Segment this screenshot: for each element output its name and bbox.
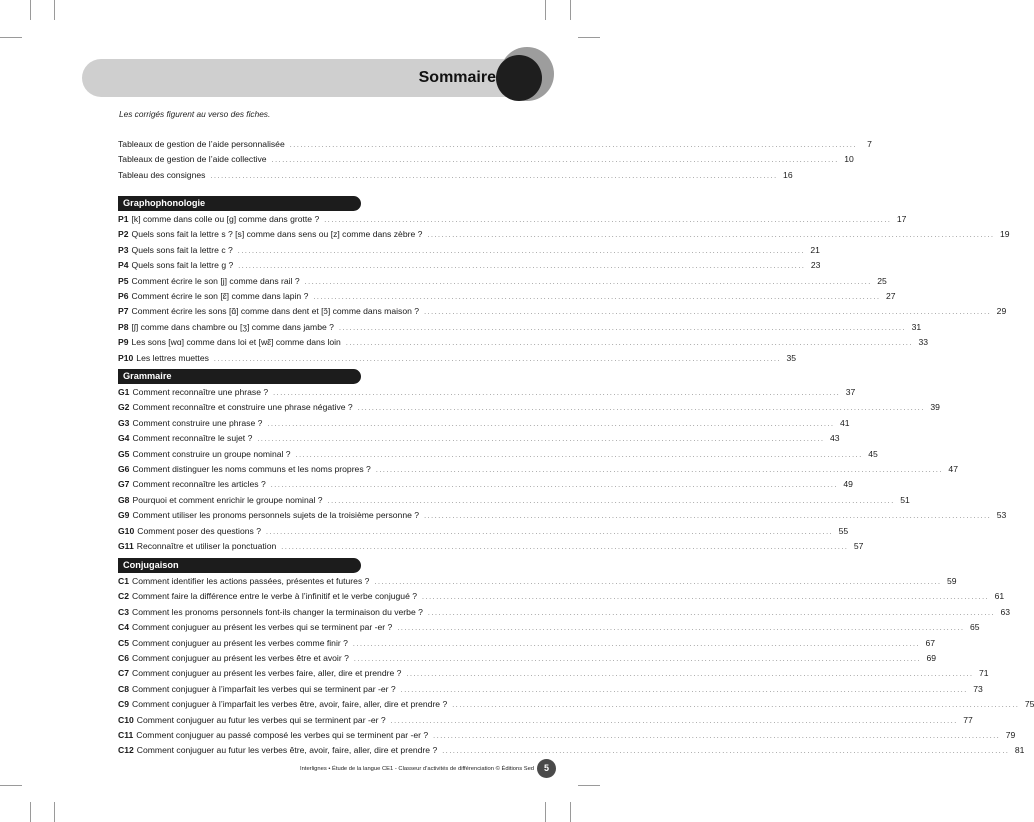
toc-entry — [118, 494, 910, 510]
crop-mark — [570, 0, 571, 20]
dot-leader: ................................................................................................................................................................ — [406, 671, 974, 679]
toc-entry — [118, 637, 936, 653]
crop-mark — [545, 0, 546, 20]
toc-entry-code: P9 — [118, 337, 129, 348]
crop-mark — [578, 37, 600, 38]
toc-entry-page: 75 — [1024, 699, 1034, 710]
toc-entry-code: G11 — [118, 540, 134, 551]
dot-leader: ................................................................................................................................................................ — [345, 340, 914, 348]
toc-entry-page: 63 — [1000, 606, 1011, 617]
toc-entry — [118, 214, 907, 229]
dot-leader: ................................................................................................................................................................ — [424, 309, 992, 317]
dot-leader: ................................................................................................................................................................ — [281, 543, 849, 551]
toc-entry-page: 73 — [973, 683, 983, 694]
toc-entry-page: 23 — [810, 260, 821, 271]
toc-entry-code: P3 — [118, 244, 129, 255]
toc-entry-page: 57 — [853, 540, 864, 551]
toc-entry-title: Tableaux de gestion de l’aide collective — [118, 154, 267, 165]
toc-entry-code: P2 — [118, 229, 129, 240]
toc-entry-title: Reconnaître et utiliser la ponctuation — [136, 540, 277, 551]
toc-entry-code: P6 — [118, 290, 129, 301]
toc-entry-code: C8 — [118, 683, 129, 694]
toc-entry-page: 27 — [885, 290, 896, 301]
toc-entry-page: 33 — [918, 337, 929, 348]
dot-leader: ................................................................................................................................................................ — [442, 748, 1010, 756]
toc-entry-title: Comment écrire les sons [ɑ̃] comme dans dent et [ɔ̃] comme dans maison ? — [131, 306, 420, 317]
toc-entry-title: Comment identifier les actions passées, présentes et futures ? — [132, 576, 370, 586]
toc-entry — [118, 290, 896, 306]
toc-entry — [118, 591, 1005, 606]
toc-entry-code: G4 — [118, 433, 130, 444]
toc-entry-code: G8 — [118, 494, 130, 505]
toc-entry-title: Pourquoi et comment enrichir le groupe nominal ? — [132, 494, 323, 505]
toc-entry — [118, 244, 820, 260]
toc-entry — [118, 169, 793, 185]
dot-leader: ................................................................................................................................................................ — [390, 717, 958, 725]
toc-entry-page: 81 — [1014, 745, 1025, 756]
dot-leader: ................................................................................................................................................................ — [270, 482, 838, 490]
toc-entry-code: G10 — [118, 525, 135, 536]
toc-entry-code: C11 — [118, 729, 134, 740]
dot-leader: ................................................................................................................................................................ — [327, 497, 895, 505]
toc-entry-title: Comment conjuguer au présent les verbes faire, aller, dire et prendre ? — [132, 668, 402, 679]
toc-entry — [118, 321, 922, 337]
toc-entry-page: 41 — [840, 417, 850, 428]
crop-mark — [570, 802, 571, 822]
dot-leader: ................................................................................................................................................................ — [295, 451, 863, 459]
toc-entry-page: 37 — [845, 387, 856, 397]
toc-entry — [118, 699, 1034, 714]
toc-entry-page: 65 — [969, 622, 980, 633]
toc-entry — [118, 433, 840, 448]
toc-entry-page: 67 — [925, 637, 936, 648]
dot-leader: ................................................................................................................................................................ — [273, 390, 841, 397]
toc-entry-code: G3 — [118, 417, 130, 428]
toc-entry-code: C3 — [118, 606, 129, 617]
toc-entry-code: G6 — [118, 463, 130, 474]
toc-entry — [118, 139, 872, 154]
toc-entry-page: 61 — [994, 591, 1005, 602]
toc-entry-title: Comment écrire le son [ɛ̃] comme dans lapin ? — [131, 290, 309, 301]
dot-leader: ................................................................................................................................................................ — [213, 355, 782, 363]
toc-entry-title: Comment conjuguer à l’imparfait les verbes être, avoir, faire, aller, dire et prendre ? — [132, 699, 448, 710]
toc-entry-code: G1 — [118, 387, 130, 397]
toc-entry-page: 17 — [896, 214, 907, 224]
crop-mark — [30, 0, 31, 20]
toc-entry-title: Comment conjuguer au futur les verbes qui se terminent par -er ? — [136, 714, 386, 725]
page-number: 5 — [537, 759, 556, 778]
crop-mark — [54, 0, 55, 20]
section-banner: Grammaire — [118, 369, 361, 384]
intro-list — [118, 139, 872, 185]
toc-entry-page: 16 — [783, 169, 793, 180]
toc-entry — [118, 606, 1011, 622]
dot-leader: ................................................................................................................................................................ — [427, 609, 996, 617]
toc-entry-page: 21 — [810, 244, 820, 255]
toc-entry-page: 49 — [843, 479, 853, 490]
dot-leader: ................................................................................................................................................................ — [452, 702, 1020, 710]
toc-entry-title: Comment construire une phrase ? — [132, 417, 263, 428]
toc-entry — [118, 510, 1007, 525]
dot-leader: ................................................................................................................................................................ — [375, 466, 943, 474]
dot-leader: ................................................................................................................................................................ — [400, 686, 968, 694]
toc-entry-page: 7 — [867, 139, 872, 149]
toc-entry-page: 51 — [900, 494, 910, 505]
toc-entry-page: 77 — [963, 714, 973, 725]
crop-mark — [30, 802, 31, 822]
dot-leader: ................................................................................................................................................................ — [338, 324, 907, 332]
toc-entry-title: Comment utiliser les pronoms personnels sujets de la troisième personne ? — [132, 510, 420, 521]
toc-entry — [118, 229, 1010, 244]
toc-entry — [118, 540, 864, 556]
toc-entry-code: G2 — [118, 402, 130, 413]
toc-entry — [118, 729, 1016, 745]
toc-entry — [118, 652, 937, 668]
toc-entry-page: 47 — [948, 463, 958, 474]
toc-entry — [118, 683, 983, 699]
toc-entry — [118, 260, 821, 275]
toc-entry — [118, 479, 853, 494]
toc-entry-code: C2 — [118, 591, 129, 602]
page-title: Sommaire — [418, 69, 496, 86]
dot-leader: ................................................................................................................................................................ — [304, 278, 872, 286]
toc-entry-code: C9 — [118, 699, 129, 710]
section-grammaire — [118, 369, 1007, 556]
toc-entry-page: 43 — [829, 433, 840, 444]
toc-entry-code: C12 — [118, 745, 134, 756]
crop-mark — [0, 37, 22, 38]
toc-entry-page: 45 — [868, 448, 878, 459]
toc-entry-page: 55 — [838, 525, 849, 536]
dot-leader: ................................................................................................................................................................ — [397, 625, 965, 633]
toc-entry — [118, 154, 854, 169]
corrections-note: Les corrigés figurent au verso des fiches. — [119, 109, 271, 119]
toc-entry-title: Comment reconnaître et construire une phrase négative ? — [132, 402, 353, 413]
toc-entry-code: C1 — [118, 576, 129, 586]
dot-leader: ................................................................................................................................................................ — [427, 232, 995, 240]
dot-leader: ................................................................................................................................................................ — [324, 217, 892, 224]
toc-entry-page: 29 — [996, 306, 1007, 317]
toc-entry-title: Tableau des consignes — [118, 169, 206, 180]
dot-leader: ................................................................................................................................................................ — [433, 732, 1001, 740]
dot-leader: ................................................................................................................................................................ — [313, 293, 881, 301]
toc-entry-title: Comment distinguer les noms communs et les noms propres ? — [132, 463, 371, 474]
toc-entry — [118, 745, 1025, 760]
toc-entry-code: P4 — [118, 260, 129, 271]
toc-entry-code: P7 — [118, 306, 129, 317]
toc-entry-code: C5 — [118, 637, 129, 648]
toc-entry-page: 69 — [926, 652, 937, 663]
toc-entry-title: Comment les pronoms personnels font-ils changer la terminaison du verbe ? — [132, 606, 423, 617]
dot-leader: ................................................................................................................................................................ — [238, 263, 806, 271]
section-banner: Graphophonologie — [118, 196, 361, 211]
toc-entry-title: [ʃ] comme dans chambre ou [ʒ] comme dans jambe ? — [131, 321, 334, 332]
toc-entry-title: Les lettres muettes — [136, 352, 209, 363]
crop-mark — [54, 802, 55, 822]
dot-leader: ................................................................................................................................................................ — [422, 594, 990, 602]
toc-entry-title: Comment construire un groupe nominal ? — [132, 448, 291, 459]
toc-entry-title: Comment conjuguer au présent les verbes être et avoir ? — [132, 652, 349, 663]
toc-entry-title: [k] comme dans colle ou [g] comme dans grotte ? — [131, 214, 320, 224]
toc-entry-title: Quels sons fait la lettre s ? [s] comme dans sens ou [z] comme dans zèbre ? — [131, 229, 423, 240]
toc-entry-page: 39 — [930, 402, 940, 413]
toc-entry-title: Tableaux de gestion de l’aide personnalisée — [118, 139, 285, 149]
toc-entry-code: C6 — [118, 652, 129, 663]
toc-entry-title: Quels sons fait la lettre g ? — [131, 260, 234, 271]
toc-entry-code: P1 — [118, 214, 129, 224]
toc-entry-title: Comment conjuguer au futur les verbes être, avoir, faire, aller, dire et prendre ? — [136, 745, 438, 756]
section-conjugaison — [118, 558, 1034, 761]
toc-entry-title: Comment reconnaître le sujet ? — [132, 433, 253, 444]
toc-entry-page: 10 — [844, 154, 854, 165]
section-banner: Conjugaison — [118, 558, 361, 573]
toc-entry — [118, 448, 878, 464]
toc-entry-page: 35 — [786, 352, 797, 363]
dot-leader: ................................................................................................................................................................ — [374, 579, 942, 586]
toc-entry-title: Comment conjuguer au présent les verbes qui se terminent par -er ? — [132, 622, 393, 633]
dot-leader: ................................................................................................................................................................ — [353, 655, 922, 663]
dot-leader: ................................................................................................................................................................ — [265, 528, 834, 536]
toc-entry-title: Comment conjuguer au présent les verbes comme finir ? — [132, 637, 348, 648]
toc-entry-page: 25 — [877, 275, 887, 286]
toc-entry-page: 79 — [1005, 729, 1016, 740]
toc-entry — [118, 417, 850, 433]
dot-leader: ................................................................................................................................................................ — [289, 142, 857, 149]
toc-entry-page: 53 — [996, 510, 1007, 521]
toc-entry-title: Comment conjuguer au passé composé les verbes qui se terminent par -er ? — [136, 729, 429, 740]
dot-leader: ................................................................................................................................................................ — [210, 172, 778, 180]
toc-entry-title: Comment conjuguer à l’imparfait les verbes qui se terminent par -er ? — [132, 683, 396, 694]
crop-mark — [578, 785, 600, 786]
toc-entry-page: 31 — [911, 321, 922, 332]
toc-entry — [118, 668, 989, 683]
crop-mark — [0, 785, 22, 786]
toc-entry — [118, 714, 973, 730]
toc-entry-page: 59 — [947, 576, 957, 586]
toc-entry-code: C10 — [118, 714, 134, 725]
toc-entry-page: 19 — [1000, 229, 1010, 240]
footer-credit: Interlignes • Étude de la langue CE1 - Classeur d’activités de différenciation © Éditions Sed — [300, 766, 535, 772]
dot-leader: ................................................................................................................................................................ — [267, 420, 835, 428]
toc-entry-title: Les sons [wɑ] comme dans loi et [wɛ̃] comme dans loin — [131, 337, 341, 348]
toc-entry-title: Comment reconnaître les articles ? — [132, 479, 266, 490]
toc-entry-code: G9 — [118, 510, 130, 521]
toc-entry — [118, 306, 1007, 321]
toc-entry — [118, 337, 929, 352]
toc-entry-code: G7 — [118, 479, 130, 490]
toc-entry-code: C4 — [118, 622, 129, 633]
header-disc — [496, 55, 542, 101]
toc-entry-code: P10 — [118, 352, 134, 363]
toc-entry — [118, 275, 887, 291]
toc-entry — [118, 402, 940, 417]
toc-entry-code: C7 — [118, 668, 129, 679]
dot-leader: ................................................................................................................................................................ — [357, 405, 925, 413]
dot-leader: ................................................................................................................................................................ — [352, 640, 921, 648]
toc-entry-title: Comment poser des questions ? — [137, 525, 261, 536]
dot-leader: ................................................................................................................................................................ — [271, 157, 839, 165]
toc-entry — [118, 576, 957, 591]
dot-leader: ................................................................................................................................................................ — [257, 436, 825, 444]
crop-mark — [545, 802, 546, 822]
toc-entry-title: Comment écrire le son [j] comme dans rail ? — [131, 275, 300, 286]
toc-entry — [118, 525, 849, 541]
section-graphophonologie — [118, 196, 1010, 368]
toc-entry — [118, 352, 797, 368]
toc-entry-title: Comment faire la différence entre le verbe à l’infinitif et le verbe conjugué ? — [132, 591, 418, 602]
toc-entry-title: Quels sons fait la lettre c ? — [131, 244, 233, 255]
toc-entry-code: P8 — [118, 321, 129, 332]
dot-leader: ................................................................................................................................................................ — [424, 513, 992, 521]
toc-entry — [118, 387, 856, 402]
toc-entry-code: P5 — [118, 275, 129, 286]
toc-entry — [118, 622, 980, 637]
toc-entry — [118, 463, 958, 479]
toc-entry-title: Comment reconnaître une phrase ? — [132, 387, 269, 397]
dot-leader: ................................................................................................................................................................ — [237, 247, 805, 255]
toc-entry-code: G5 — [118, 448, 130, 459]
toc-entry-page: 71 — [979, 668, 989, 679]
